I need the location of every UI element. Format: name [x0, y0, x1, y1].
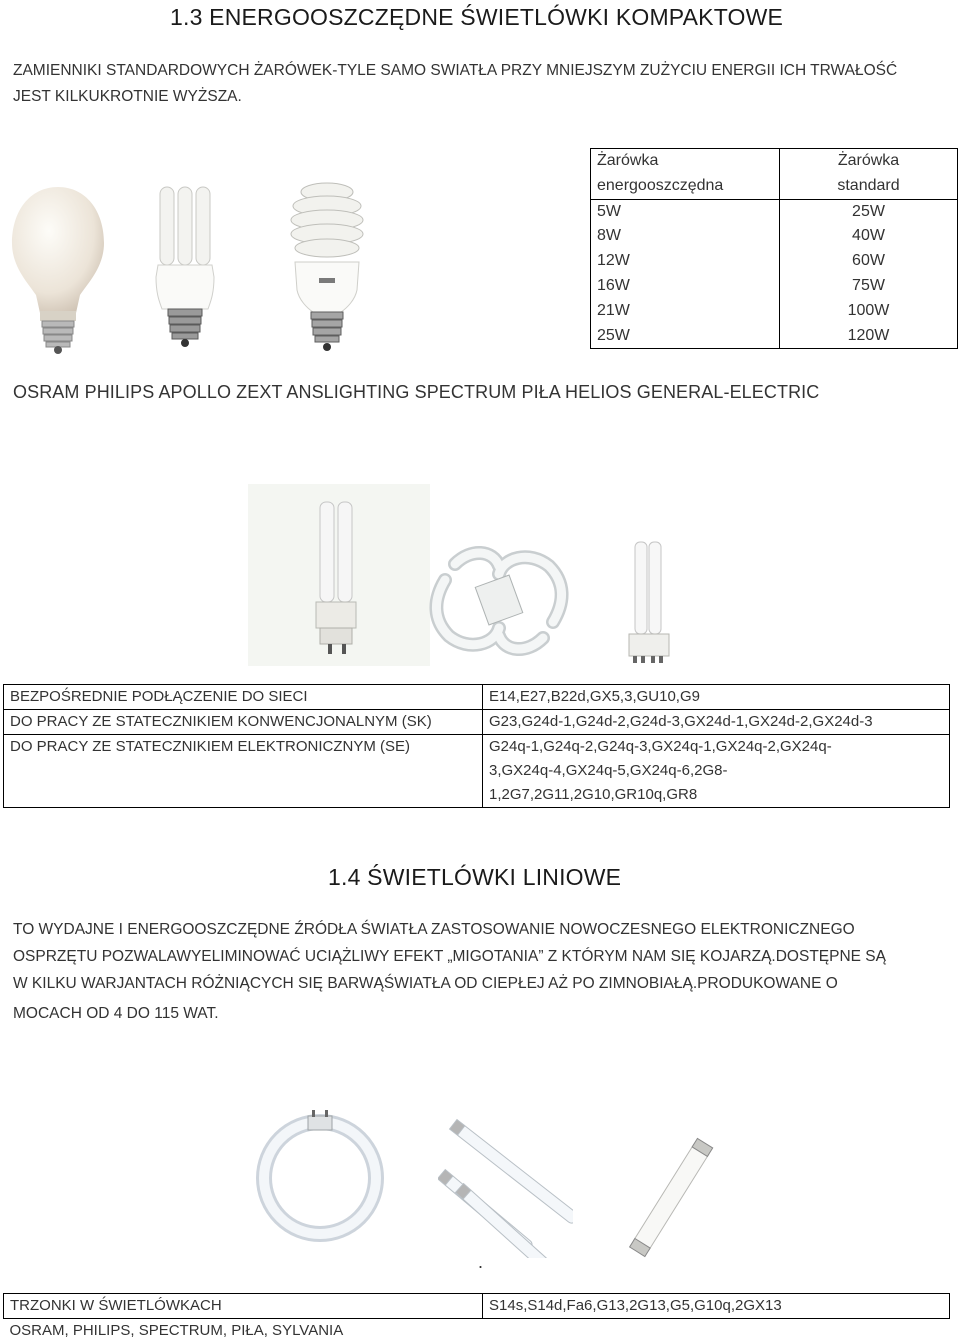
intro-line-1: ZAMIENNIKI STANDARDOWYCH ŻARÓWEK-TYLE SAMO SWIATŁA PRZY MNIEJSZYM ZUŻYCIU ENERGII ICH TRWAŁOŚĆ	[13, 57, 897, 84]
wattage-table	[590, 148, 958, 349]
standard-value: 60W	[786, 249, 951, 274]
sockets-table	[3, 684, 950, 808]
body-line: OSPRZĘTU POZWALAWYELIMINOWAĆ UCIĄŻLIWY EFEKT „MIGOTANIA” Z KTÓRYM NAM SIĘ KOJARZĄ.DOSTĘPNE SĄ	[13, 943, 886, 970]
table-row	[4, 685, 950, 710]
table-row	[4, 735, 950, 808]
socket-label: BEZPOŚREDNIE PODŁĄCZENIE DO SIECI	[4, 685, 483, 710]
intro-line-2: JEST KILKUKROTNIE WYŻSZA.	[13, 83, 242, 110]
socket-value-line: G24q-1,G24q-2,G24q-3,GX24q-1,GX24q-2,GX24q-	[489, 735, 943, 759]
pll-lamp-image	[625, 540, 673, 665]
base-types-table	[3, 1293, 950, 1343]
wattage-header-standard	[780, 149, 958, 200]
eco-value: 8W	[597, 224, 773, 249]
socket-value: G23,G24d-1,G24d-2,G24d-3,GX24d-1,GX24d-2,GX24d-3	[483, 710, 950, 735]
standard-value: 40W	[786, 224, 951, 249]
empty-cell	[483, 1319, 950, 1343]
brands-line: OSRAM PHILIPS APOLLO ZEXT ANSLIGHTING SPECTRUM PIŁA HELIOS GENERAL-ELECTRIC	[13, 382, 819, 403]
body-line: TO WYDAJNE I ENERGOOSZCZĘDNE ŹRÓDŁA ŚWIATŁA ZASTOSOWANIE NOWOCZESNEGO ELEKTRONICZNEGO	[13, 916, 855, 943]
stray-dot: .	[478, 1252, 483, 1273]
eco-value: 25W	[597, 324, 773, 349]
2d-lamp-image	[425, 540, 573, 662]
table-row	[4, 1294, 950, 1319]
section-title-compact: 1.3 ENERGOOSZCZĘDNE ŚWIETLÓWKI KOMPAKTOWE	[170, 4, 783, 31]
standard-value: 100W	[786, 299, 951, 324]
linear-tubes-image	[438, 1108, 573, 1258]
eco-value: 5W	[597, 200, 773, 225]
linestra-tube-image	[622, 1128, 722, 1268]
pl-lamp-image	[248, 484, 430, 666]
standard-value: 25W	[786, 200, 951, 225]
socket-value-line: 3,GX24q-4,GX24q-5,GX24q-6,2G8-	[489, 759, 943, 783]
header-standard-line1: Żarówka	[786, 149, 951, 174]
makers-line: OSRAM, PHILIPS, SPECTRUM, PIŁA, SYLVANIA	[4, 1319, 483, 1343]
wattage-standard-values	[780, 199, 958, 349]
base-value: S14s,S14d,Fa6,G13,2G13,G5,G10q,2GX13	[483, 1294, 950, 1319]
eco-value: 16W	[597, 274, 773, 299]
wattage-eco-values	[591, 199, 780, 349]
header-eco-line1: Żarówka	[597, 149, 773, 174]
header-eco-line2: energooszczędna	[597, 174, 773, 199]
socket-value: E14,E27,B22d,GX5,3,GU10,G9	[483, 685, 950, 710]
section-title-linear: 1.4 ŚWIETLÓWKI LINIOWE	[328, 864, 621, 891]
header-standard-line2: standard	[786, 174, 951, 199]
eco-value: 21W	[597, 299, 773, 324]
body-line: MOCACH OD 4 DO 115 WAT.	[13, 1000, 219, 1027]
socket-label: DO PRACY ZE STATECZNIKIEM ELEKTRONICZNYM (SE)	[4, 735, 483, 808]
standard-bulb-image	[10, 185, 106, 355]
socket-value-line: 1,2G7,2G11,2G10,GR10q,GR8	[489, 783, 943, 807]
socket-label: DO PRACY ZE STATECZNIKIEM KONWENCJONALNYM (SK)	[4, 710, 483, 735]
table-row	[4, 710, 950, 735]
socket-value-multiline	[483, 735, 950, 808]
eco-value: 12W	[597, 249, 773, 274]
cfl-spiral-image	[285, 180, 370, 355]
table-row	[4, 1319, 950, 1343]
standard-value: 120W	[786, 324, 951, 349]
standard-value: 75W	[786, 274, 951, 299]
cfl-u-tube-image	[150, 185, 220, 350]
body-line: W KILKU WARJANTACH RÓŻNIĄCYCH SIĘ BARWĄŚWIATŁA OD CIEPŁEJ AŻ PO ZIMNOBIAŁĄ.PRODUKOWANE O	[13, 970, 838, 997]
circular-tube-image	[250, 1108, 390, 1248]
base-label: TRZONKI W ŚWIETLÓWKACH	[4, 1294, 483, 1319]
wattage-header-eco	[591, 149, 780, 200]
